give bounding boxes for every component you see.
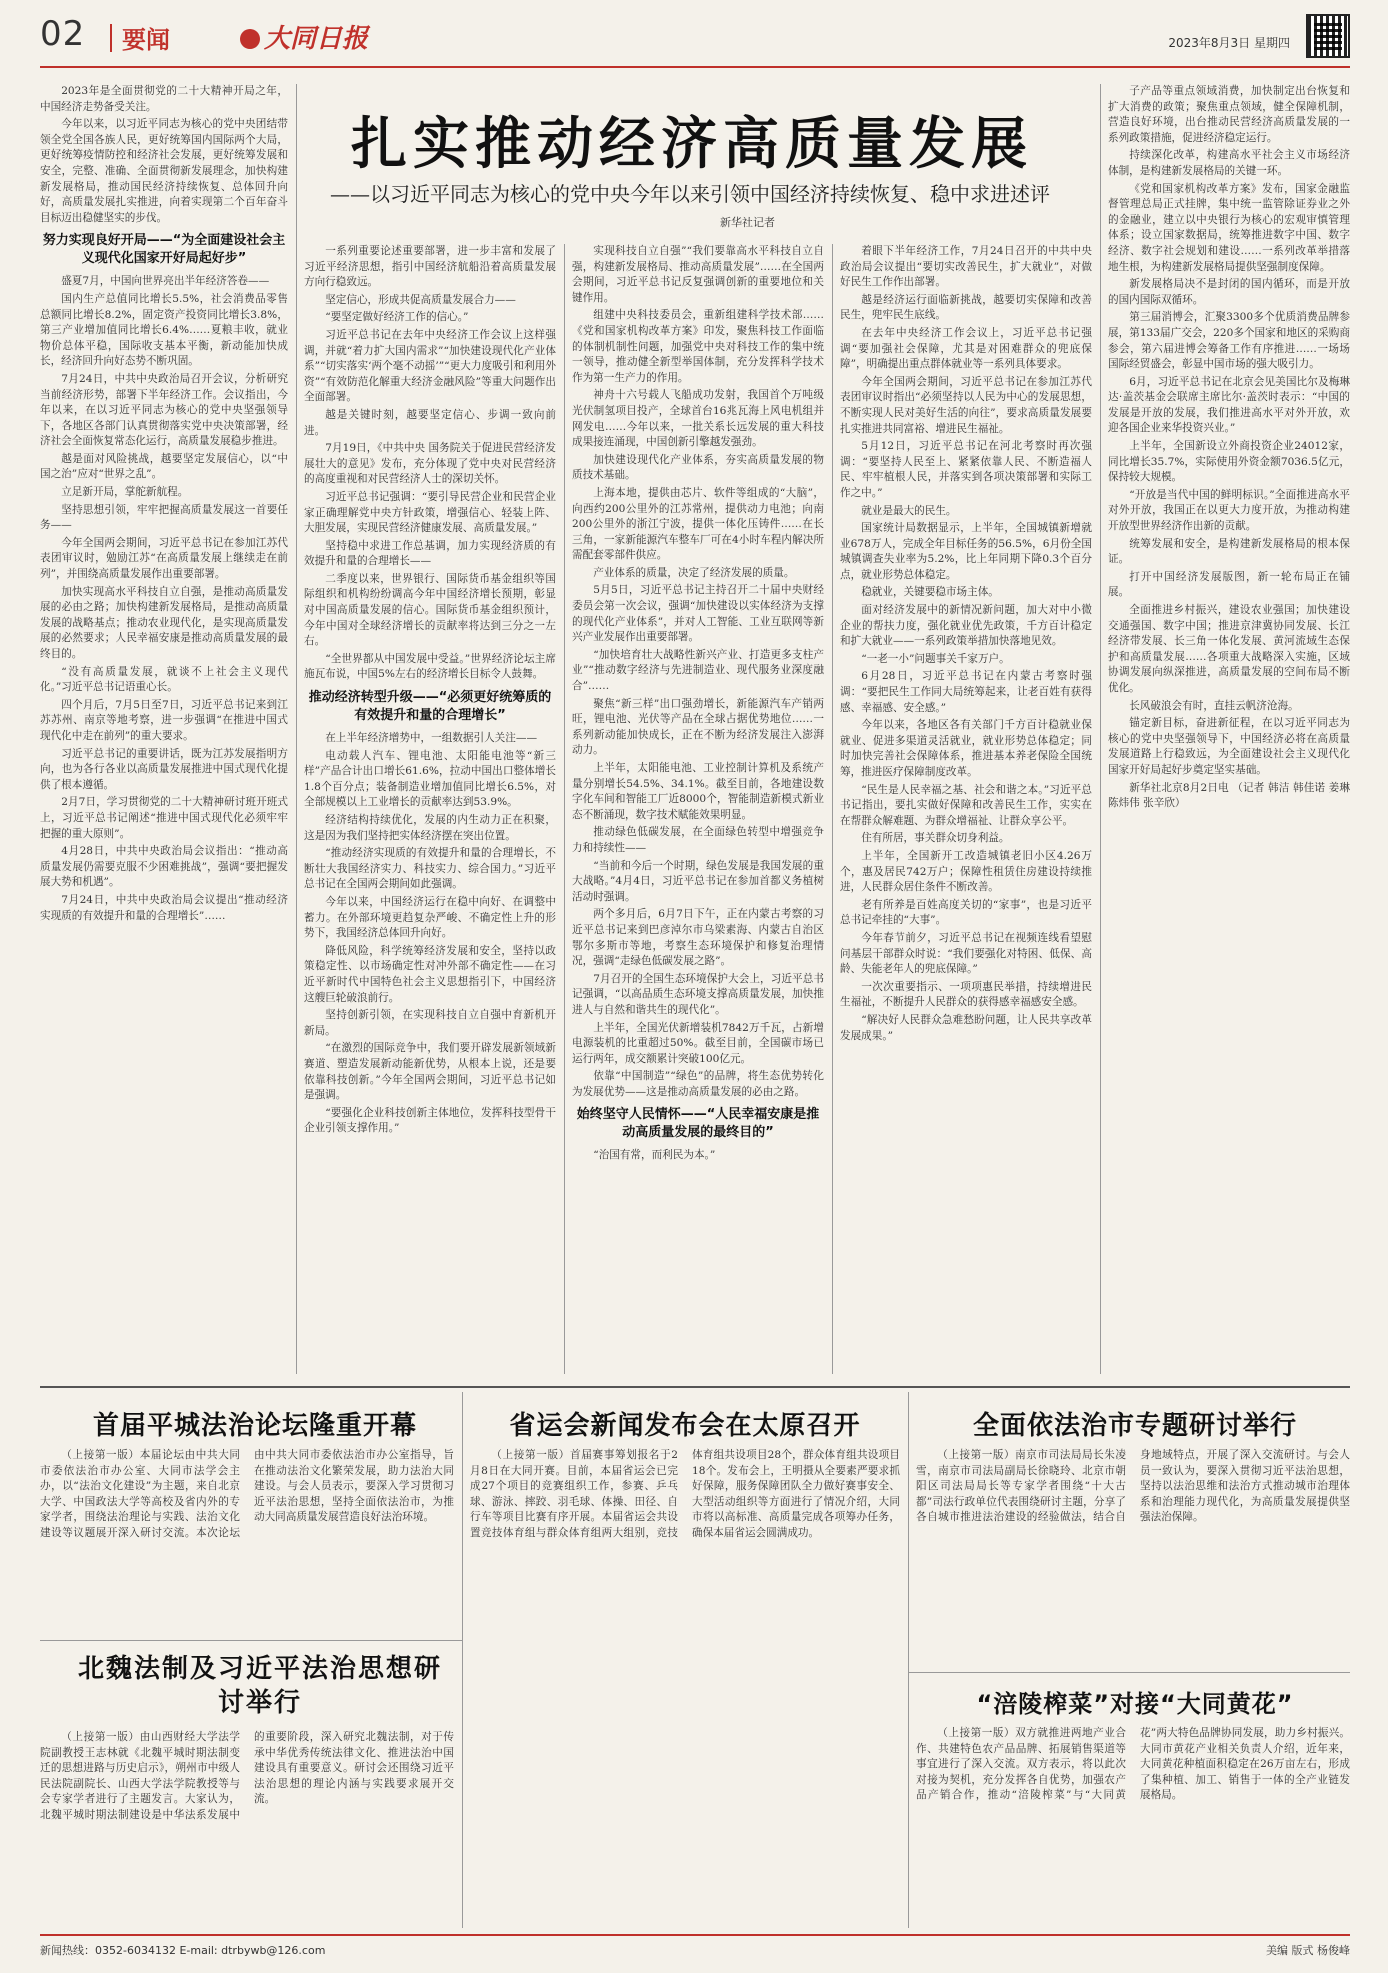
paragraph: 上半年，全国新开工改造城镇老旧小区4.26万个，惠及居民742万户；保障性租赁住房建设持续推进，人民群众居住条件不断改善。: [840, 849, 1092, 894]
paragraph: 坚持创新引领，在实现科技自立自强中育新机开新局。: [304, 1009, 556, 1037]
section-divider: [40, 1386, 1350, 1388]
paragraph: 上半年，全国新设立外商投资企业24012家，同比增长35.7%，实际使用外资金额7036.5亿元，保持较大规模。: [1108, 440, 1350, 484]
paragraph: 7月19日，《中共中央 国务院关于促进民营经济发展壮大的意见》发布，充分体现了党中央对民营经济的高度重视和对民营经济人士的深切关怀。: [304, 442, 556, 486]
paragraph: “民生是人民幸福之基、社会和谐之本。”习近平总书记指出，要扎实做好保障和改善民生工作，实实在在帮群众解难题、为群众增福祉、让群众享公平。: [840, 783, 1092, 827]
article-divider: [908, 1672, 1350, 1673]
masthead-rule: [40, 66, 1350, 68]
paragraph: “一老一小”问题事关千家万户。: [861, 652, 1010, 665]
paragraph: 降低风险，科学统筹经济发展和安全，坚持以政策稳定性、以市场确定性对冲外部不确定性——在习近平新时代中国特色社会主义思想指引下，中国经济这艘巨轮破浪前行。: [304, 944, 556, 1004]
article-body: [40, 1730, 454, 1926]
paragraph: 统筹发展和安全，是构建新发展格局的根本保证。: [1108, 537, 1350, 566]
subheading: 努力实现良好开局——“为全面建设社会主义现代化国家开好局起好步”: [42, 233, 286, 267]
paragraph: 上半年，全国光伏新增装机7842万千瓦，占新增电源装机的比重超过50%。截至目前，全国碳市场已运行两年，成交额累计突破100亿元。: [572, 1021, 824, 1065]
paragraph: 就业是最大的民生。: [861, 504, 957, 517]
paragraph: 今年全国两会期间，习近平总书记在参加江苏代表团审议时，勉励江苏“在高质量发展上继续走在前列”，并围绕高质量发展作出重要部署。: [40, 536, 288, 581]
paragraph: “解决好人民群众急难愁盼问题，让人民共享改革发展成果。”: [840, 1013, 1092, 1042]
paragraph: 《党和国家机构改革方案》发布，国家金融监督管理总局正式挂牌，集中统一监管除证券业之外的金融业，建立以中央银行为核心的宏观审慎管理体系；设立国家数据局，统筹推进数字中国、数字经济、数字社会规划和建设……一系列改革举措落地生根，为构建新发展格局提供坚强制度保障。: [1108, 182, 1350, 273]
paragraph: 推动绿色低碳发展，在全面绿色转型中增强竞争力和持续性——: [572, 826, 824, 854]
paragraph: 依靠“中国制造”“绿色”的品牌，将生态优势转化为发展优势——这是推动高质量发展的必由之路。: [572, 1070, 824, 1098]
paragraph: 新发展格局决不是封闭的国内循环，而是开放的国内国际双循环。: [1108, 278, 1350, 306]
column-divider: [832, 244, 833, 1374]
paragraph: 2月7日，学习贯彻党的二十大精神研讨班开班式上，习近平总书记阐述“推进中国式现代化必须牢牢把握的重大原则”。: [40, 796, 288, 840]
column-3: [572, 244, 824, 1374]
article-divider: [908, 1392, 909, 1928]
paragraph: “当前和今后一个时期，绿色发展是我国发展的重大战略。”4月4日，习近平总书记在参加首都义务植树活动时强调。: [572, 859, 824, 903]
article-divider: [462, 1392, 463, 1928]
paper-logo: [240, 18, 368, 55]
contact-line: 新闻热线：0352-6034132 E-mail: dtrbywb@126.com: [40, 1944, 326, 1957]
paragraph: 今年以来，中国经济运行在稳中向好、在调整中蓄力。在外部环境更趋复杂严峻、不确定性上升的形势下，我国经济总体回升向好。: [304, 895, 556, 940]
paragraph: 长风破浪会有时，直挂云帆济沧海。: [1129, 699, 1299, 712]
paragraph: 7月24日，中共中央政治局会议提出“推动经济实现质的有效提升和量的合理增长”……: [40, 893, 288, 922]
paragraph: “要坚定做好经济工作的信心。”: [325, 311, 469, 324]
article-body: [470, 1448, 900, 1926]
paragraph: “开放是当代中国的鲜明标识。”全面推进高水平对外开放，我国正在以更大力度开放，为推动构建开放型世界经济作出新的贡献。: [1108, 488, 1350, 533]
lead-byline: 新华社记者: [720, 216, 775, 229]
paragraph: 电动载人汽车、锂电池、太阳能电池等“新三样”产品合计出口增长61.6%，拉动中国出口整体增长1.8个百分点；装备制造业增加值同比增长6.5%，对全部规模以上工业增长的贡献率达到53.9%。: [304, 749, 556, 809]
paragraph: 持续深化改革，构建高水平社会主义市场经济体制，是构建新发展格局的关键一环。: [1108, 149, 1350, 177]
column-5: [1108, 84, 1350, 1374]
paragraph: 组建中央科技委员会，重新组建科学技术部……《党和国家机构改革方案》印发，聚焦科技工作面临的体制机制性问题，加强党中央对科技工作的集中统一领导，推动健全新型举国体制，充分发挥科学技术作为第一生产力的作用。: [572, 309, 824, 384]
page-number: 02: [40, 14, 86, 54]
paragraph: “治国有常，而利民为本。”: [593, 1149, 716, 1162]
paragraph: 上海本地，提供由芯片、软件等组成的“大脑”，向西约200公里外的江苏常州，提供动力电池；向南200公里外的浙江宁波，提供一体化压铸件……在长三角，一家新能源汽车整车厂可在4小时车程内解决所需配套零部件供应。: [572, 486, 824, 562]
paragraph: 老有所养是百姓高度关切的“家事”，也是习近平总书记牵挂的“大事”。: [840, 898, 1092, 927]
paragraph: 面对经济发展中的新情况新问题，加大对中小微企业的帮扶力度，强化就业优先政策，千方百计稳定和扩大就业——一系列政策举措加快落地见效。: [840, 604, 1092, 648]
paragraph: 习近平总书记在去年中央经济工作会议上这样强调，并就“着力扩大国内需求”“加快建设现代化产业体系”“切实落实‘两个毫不动摇’”“更大力度吸引和利用外资”“有效防范化解重大经济金融风险”等重大问题作出全面部署。: [304, 328, 556, 404]
article-title: 首届平城法治论坛隆重开幕: [92, 1411, 417, 1441]
paragraph: （上接第一版）由山西财经大学法学院副教授王志林就《北魏平城时期法制变迁的思想进路与历史启示》，朔州市中级人民法院副院长、山西大学法学院教授等与会专家学者进行了主题发言。大家认为，北魏平城时期法制建设是中华法系发展中的重要阶段，深入研究北魏法制，对于传承中华优秀传统法律文化、推进法治中国建设具有重要意义。研讨会还围绕习近平法治思想的理论内涵与实践要求展开交流。: [40, 1731, 454, 1821]
paragraph: “没有高质量发展，就谈不上社会主义现代化。”习近平总书记语重心长。: [40, 665, 288, 694]
column-divider: [564, 244, 565, 1374]
paragraph: 越是关键时刻，越要坚定信心、步调一致向前进。: [304, 408, 556, 437]
paragraph: （上接第一版）本届论坛由中共大同市委依法治市办公室、大同市法学会主办，以“法治文化建设”为主题，来自北京大学、中国政法大学等高校及省内外的专家学者，围绕法治理论与实践、法治文化建设等议题展开深入研讨交流。本次论坛由中共大同市委依法治市办公室指导，旨在推动法治文化繁荣发展，助力法治大同建设。与会人员表示，要深入学习贯彻习近平法治思想，坚持全面依法治市，为推动大同高质量发展营造良好法治环境。: [40, 1449, 454, 1539]
lead-headline: 扎实推动经济高质量发展: [351, 111, 1033, 177]
editors-line: 美编 版式 杨俊峰: [1266, 1944, 1350, 1957]
divider: [110, 24, 112, 52]
paragraph: 国家统计局数据显示，上半年，全国城镇新增就业678万人，完成全年目标任务的56.5%，6月份全国城镇调查失业率为5.2%，比上年同期下降0.3个百分点，就业形势总体稳定。: [840, 522, 1092, 581]
paragraph: 习近平总书记强调：“要引导民营企业和民营企业家正确理解党中央方针政策，增强信心、轻装上阵、大胆发展，实现民营经济健康发展、高质量发展。”: [304, 490, 556, 535]
paragraph: 今年以来，以习近平同志为核心的党中央团结带领全党全国各族人民，更好统筹国内国际两个大局，更好统筹疫情防控和经济社会发展，更好统筹发展和安全，完整、准确、全面贯彻新发展理念，加快构建新发展格局，推动国民经济持续恢复、总体回升向好，高质量发展扎实推进，向着实现第二个百年奋斗目标迈出稳健坚实的步伐。: [40, 118, 288, 224]
paragraph: 着眼下半年经济工作，7月24日召开的中共中央政治局会议提出“要切实改善民生，扩大就业”，对做好民生工作作出部署。: [840, 245, 1092, 289]
paragraph: 6月，习近平总书记在北京会见美国比尔及梅琳达·盖茨基金会联席主席比尔·盖茨时表示：“中国的发展是开放的发展，我们推进高水平对外开放，欢迎各国企业来华投资兴业。”: [1108, 375, 1350, 435]
paragraph: “在激烈的国际竞争中，我们要开辟发展新领域新赛道、塑造发展新动能新优势，从根本上说，还是要依靠科技创新。”今年全国两会期间，习近平总书记如是强调。: [304, 1042, 556, 1102]
footer-rule: [40, 1934, 1350, 1936]
paragraph: 新华社北京8月2日电 （记者 韩洁 韩佳诺 姜琳 陈炜伟 张辛欣）: [1108, 781, 1350, 810]
qr-code-icon: [1306, 14, 1350, 58]
paragraph: 加快建设现代化产业体系，夯实高质量发展的物质技术基础。: [572, 453, 824, 482]
paragraph: 4月28日，中共中央政治局会议指出：“推动高质量发展仍需要克服不少困难挑战”，强调“要把握发展大势和机遇”。: [40, 845, 288, 889]
paragraph: 2023年是全面贯彻党的二十大精神开局之年，中国经济走势备受关注。: [40, 85, 288, 113]
paragraph: 两个多月后，6月7日下午，正在内蒙古考察的习近平总书记来到巴彦淖尔市乌梁素海、内蒙古自治区鄂尔多斯市等地，考察生态环境保护和修复治理情况，强调“走绿色低碳发展之路”。: [572, 908, 824, 968]
paragraph: 一系列重要论述重要部署，进一步丰富和发展了习近平经济思想，指引中国经济航船沿着高质量发展方向行稳致远。: [304, 245, 556, 289]
article-divider: [40, 1640, 462, 1641]
column-divider: [1100, 84, 1101, 1374]
paragraph: 在去年中央经济工作会议上，习近平总书记强调“要加强社会保障，尤其是对困难群众的兜底保障”，明确提出重点群体就业等一系列具体要求。: [840, 326, 1092, 371]
paragraph: （上接第一版）南京市司法局局长朱凌雪，南京市司法局副局长徐晓玲、北京市朝阳区司法局局长等专家学者围绕“十大古都”司法行政单位代表围绕研讨主题，分享了各自城市推进法治建设的经验做法，结合自身地域特点，开展了深入交流研讨。与会人员一致认为，要深入贯彻习近平法治思想，坚持以法治思维和法治方式推动城市治理体系和治理能力现代化，为高质量发展提供坚强法治保障。: [916, 1449, 1350, 1524]
paragraph: 稳就业，关键要稳市场主体。: [861, 586, 999, 599]
paragraph: 在上半年经济增势中，一组数据引人关注——: [325, 732, 538, 745]
paragraph: 坚持稳中求进工作总基调，加力实现经济质的有效提升和量的合理增长——: [304, 539, 556, 568]
paragraph: 经济结构持续优化，发展的内生动力正在积聚，这是因为我们坚持把实体经济摆在突出位置。: [304, 814, 556, 842]
paragraph: 习近平总书记的重要讲话，既为江苏发展指明方向，也为各行各业以高质量发展推进中国式现代化提供了根本遵循。: [40, 747, 288, 791]
article-title: 北魏法制及习近平法治思想研讨举行: [77, 1654, 442, 1718]
paragraph: 聚焦“新三样”出口强劲增长，新能源汽车产销两旺，锂电池、光伏等产品在全球占据优势地位……一系列新动能加快成长，正在不断为经济发展注入澎湃动力。: [572, 697, 824, 757]
paragraph: 越是经济运行面临新挑战，越要切实保障和改善民生，兜牢民生底线。: [840, 293, 1092, 322]
paragraph: 锚定新目标，奋进新征程，在以习近平同志为核心的党中央坚强领导下，中国经济必将在高质量发展道路上行稳致远，为全面建设社会主义现代化国家开好局起好步奠定坚实基础。: [1108, 717, 1350, 776]
masthead: [40, 14, 1350, 62]
paper-name: 大同日报: [264, 24, 369, 54]
issue-date: 2023年8月3日 星期四: [1168, 36, 1290, 50]
article-title: “涪陵榨菜”对接“大同黄花”: [976, 1690, 1294, 1718]
article-title: 全面依法治市专题研讨举行: [972, 1411, 1297, 1441]
column-2: [304, 244, 556, 1374]
paragraph: （上接第一版）双方就推进两地产业合作、共建特色农产品品牌、拓展销售渠道等事宜进行了深入交流。双方表示，将以此次对接为契机，充分发挥各自优势，加强农产品产销合作，推动“涪陵榨菜”与“大同黄花”两大特色品牌协同发展，助力乡村振兴。大同市黄花产业相关负责人介绍，近年来，大同黄花种植面积稳定在26万亩左右，形成了集种植、加工、销售于一体的全产业链发展格局。: [916, 1727, 1350, 1802]
paragraph: “加快培育壮大战略性新兴产业、打造更多支柱产业”“推动数字经济与先进制造业、现代服务业深度融合”……: [572, 648, 824, 693]
paragraph: 产业体系的质量，决定了经济发展的质量。: [593, 566, 795, 579]
paragraph: 6月28日，习近平总书记在内蒙古考察时强调：“要把民生工作同大局统筹起来，让老百姓有获得感、幸福感、安全感。”: [840, 670, 1092, 714]
subheading: 始终坚守人民情怀——“人民幸福安康是推动高质量发展的最终目的”: [576, 1107, 820, 1141]
section-name: 要闻: [122, 26, 170, 54]
paragraph: 加快实现高水平科技自立自强，是推动高质量发展的必由之路；加快构建新发展格局，是推动高质量发展的战略基点；推动农业现代化，是实现高质量发展的必然要求；人民幸福安康是推动高质量发展的最终目的。: [40, 585, 288, 660]
paragraph: 一次次重要指示、一项项惠民举措，持续增进民生福祉，不断提升人民群众的获得感幸福感安全感。: [840, 980, 1092, 1009]
paragraph: 打开中国经济发展版图，新一轮布局正在铺展。: [1108, 570, 1350, 599]
footer: [40, 1940, 1350, 1960]
paragraph: 实现科技自立自强”“我们要靠高水平科技自立自强，构建新发展格局、推动高质量发展”……在全国两会期间，习近平总书记反复强调创新的重要地位和关键作用。: [572, 245, 824, 304]
paragraph: 坚定信心，形成共促高质量发展合力——: [325, 293, 516, 306]
article-body: [916, 1726, 1350, 1926]
paragraph: 7月召开的全国生态环境保护大会上，习近平总书记强调，“以高品质生态环境支撑高质量发展，加快推进人与自然和谐共生的现代化”。: [572, 972, 824, 1016]
column-divider: [296, 84, 297, 1374]
lead-subhead: ——以习近平同志为核心的党中央今年以来引领中国经济持续恢复、稳中求进述评: [330, 182, 1050, 206]
paragraph: “要强化企业科技创新主体地位，发挥科技型骨干企业引领支撑作用。”: [304, 1106, 556, 1135]
paragraph: 坚持思想引领，牢牢把握高质量发展这一首要任务——: [40, 503, 288, 532]
paragraph: 立足新开局，掌舵新航程。: [61, 486, 189, 499]
column-1: [40, 84, 288, 1374]
paragraph: 今年全国两会期间，习近平总书记在参加江苏代表团审议时指出“必须坚持以人民为中心的发展思想，不断实现人民对美好生活的向往”，要求高质量发展要扎实推进共同富裕、增进民生福祉。: [840, 375, 1092, 435]
paragraph: 子产品等重点领域消费，加快制定出台恢复和扩大消费的政策；聚焦重点领域，健全保障机制，营造良好环境，出台推动民营经济高质量发展的一系列政策措施，促进经济稳定运行。: [1108, 85, 1350, 144]
paragraph: 7月24日，中共中央政治局召开会议，分析研究当前经济形势，部署下半年经济工作。会议指出，今年以来，在以习近平同志为核心的党中央坚强领导下，各地区各部门认真贯彻落实党中央决策部署，经济社会全面恢复常态化运行，高质量发展稳步推进。: [40, 372, 288, 448]
paragraph: 越是面对风险挑战，越要坚定发展信心，以“中国之治”应对“世界之乱”。: [40, 452, 288, 481]
article-body: [916, 1448, 1350, 1664]
paragraph: 四个月后，7月5日至7日，习近平总书记来到江苏苏州、南京等地考察，进一步强调“在推进中国式现代化中走在前列”的重大要求。: [40, 698, 288, 742]
column-4: [840, 244, 1092, 1374]
paragraph: 国内生产总值同比增长5.5%，社会消费品零售总额同比增长8.2%，固定资产投资同比增长3.8%，第三产业增加值同比增长6.4%……夏粮丰收，就业物价总体平稳，国际收支基本平衡，新动能加快成长，经济回升向好态势不断巩固。: [40, 292, 288, 368]
paragraph: 住有所居，事关群众切身利益。: [861, 832, 1010, 845]
paragraph: （上接第一版）首届赛事筹划报名于2月8日在大同开赛。目前，本届省运会已完成27个项目的竞赛组织工作，参赛、乒乓球、游泳、摔跤、羽毛球、体操、田径、自行车等项目比赛有序开展。本届省运会共设置竞技体育组与群众体育组两大组别，竞技体育组共设项目28个，群众体育组共设项目18个。发布会上，王明摄从全要素严要求抓好保障，服务保障团队全力做好赛事安全、大型活动组织等方面进行了情况介绍，大同市将以高标准、高质量完成各项筹办任务，确保本届省运会圆满成功。: [470, 1449, 900, 1539]
paragraph: 5月5日，习近平总书记主持召开二十届中央财经委员会第一次会议，强调“加快建设以实体经济为支撑的现代化产业体系”，并对人工智能、工业互联网等新兴产业发展作出重要部署。: [572, 584, 824, 644]
paragraph: “推动经济实现质的有效提升和量的合理增长，不断壮大我国经济实力、科技实力、综合国力。”习近平总书记在全国两会期间如此强调。: [304, 847, 556, 891]
paragraph: 第三届消博会，汇聚3300多个优质消费品牌参展，第133届广交会，220多个国家和地区的采购商参会，第六届进博会筹备工作有序推进……一场场国际经贸盛会，彰显中国市场的强大吸引力。: [1108, 311, 1350, 371]
subheading: 推动经济转型升级——“必须更好统筹质的有效提升和量的合理增长”: [308, 690, 552, 724]
paragraph: 今年以来，各地区各有关部门千方百计稳就业保就业、促进多渠道灵活就业，就业形势总体稳定；同时加快完善社会保障体系，推进基本养老保险全国统筹，推进医疗保障制度改革。: [840, 719, 1092, 778]
article-title: 省运会新闻发布会在太原召开: [509, 1411, 861, 1441]
paragraph: 上半年，太阳能电池、工业控制计算机及系统产量分别增长54.5%、34.1%。截至目前，各地建设数字化车间和智能工厂近8000个，智能制造新模式新业态不断涌现，数字技术赋能效果明显。: [572, 762, 824, 821]
paragraph: 5月12日，习近平总书记在河北考察时再次强调：“要坚持人民至上、紧紧依靠人民、不断造福人民、牢牢植根人民，并落实到各项决策部署和实际工作之中。”: [840, 440, 1092, 499]
paragraph: 二季度以来，世界银行、国际货币基金组织等国际组织和机构纷纷调高今年中国经济增长预期，彰显对中国高质量发展的信心。国际货币基金组织预计，今年中国对全球经济增长的贡献率将达到三分之一左右。: [304, 572, 556, 648]
paragraph: 今年春节前夕，习近平总书记在视频连线看望慰问基层干部群众时说：“我们要强化对特困、低保、高龄、失能老年人的兜底保障。”: [840, 931, 1092, 976]
logo-icon: [240, 29, 260, 49]
paragraph: 全面推进乡村振兴，建设农业强国；加快建设交通强国、数字中国；推进京津冀协同发展、长江经济带发展、长三角一体化发展、黄河流域生态保护和高质量发展……各项重大战略深入实施，区域协调发展向纵深推进，高质量发展的空间布局不断优化。: [1108, 604, 1350, 694]
paragraph: 盛夏7月，中国向世界亮出半年经济答卷——: [61, 275, 270, 288]
paragraph: 神舟十六号载人飞船成功发射，我国首个万吨级光伏制氢项目投产，全球首台16兆瓦海上风电机组并网发电……今年以来，一批关系长远发展的重大科技成果接连涌现，中国创新引擎越发强劲。: [572, 389, 824, 449]
article-body: [40, 1448, 454, 1632]
paragraph: “全世界都从中国发展中受益。”世界经济论坛主席施瓦布说，中国5%左右的经济增长目标令人鼓舞。: [304, 652, 556, 681]
